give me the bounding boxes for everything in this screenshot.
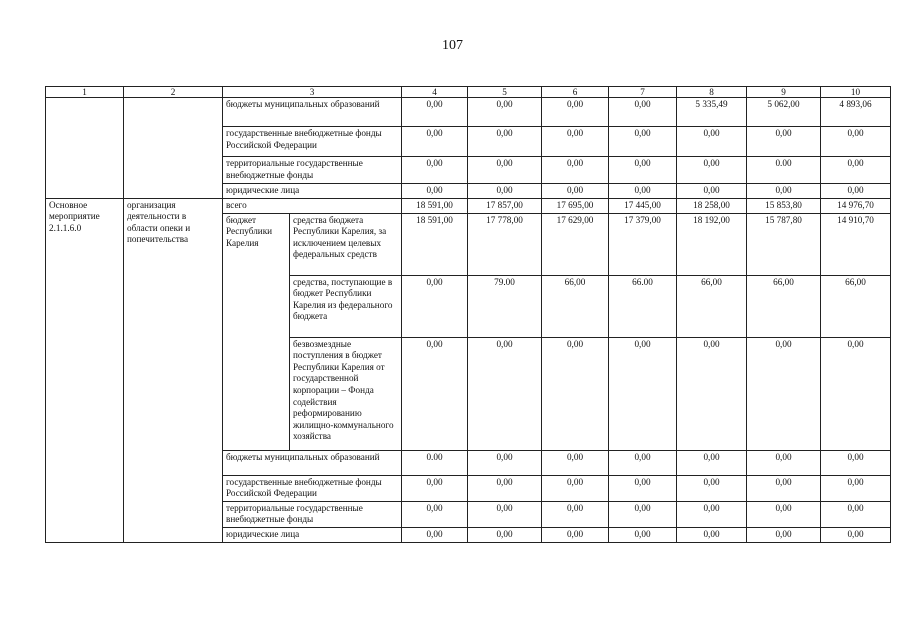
table-row <box>46 98 891 127</box>
column-number: 1 <box>46 87 124 98</box>
value-cell: 0,00 <box>609 337 677 450</box>
column-number: 9 <box>747 87 821 98</box>
value-cell: 0,00 <box>542 450 609 475</box>
value-cell: 0,00 <box>542 98 609 127</box>
value-cell: 0,00 <box>402 127 468 157</box>
value-cell: 0,00 <box>468 527 542 542</box>
value-cell: 0,00 <box>747 527 821 542</box>
value-cell: 66,00 <box>821 275 891 337</box>
funding-source: юридические лица <box>223 527 402 542</box>
value-cell: 0,00 <box>677 501 747 527</box>
value-cell: 0,00 <box>402 475 468 501</box>
status-cell-empty <box>46 98 124 199</box>
column-number: 6 <box>542 87 609 98</box>
value-cell: 0,00 <box>542 501 609 527</box>
table-row <box>46 198 891 213</box>
value-cell: 18 192,00 <box>677 213 747 275</box>
value-cell: 66.00 <box>609 275 677 337</box>
value-cell: 0,00 <box>821 527 891 542</box>
funding-source: государственные внебюджетные фонды Российской Федерации <box>223 127 402 157</box>
column-number-row <box>46 87 891 98</box>
value-cell: 0,00 <box>402 501 468 527</box>
value-cell: 0,00 <box>677 184 747 199</box>
value-cell: 0,00 <box>677 450 747 475</box>
value-cell: 0,00 <box>747 475 821 501</box>
value-cell: 79.00 <box>468 275 542 337</box>
value-cell: 0,00 <box>468 98 542 127</box>
funding-source: бюджеты муниципальных образований <box>223 450 402 475</box>
value-cell: 0,00 <box>542 337 609 450</box>
value-cell: 0,00 <box>542 157 609 184</box>
value-cell: 14 910,70 <box>821 213 891 275</box>
value-cell: 0,00 <box>821 501 891 527</box>
column-number: 4 <box>402 87 468 98</box>
funding-source: бюджеты муниципальных образований <box>223 98 402 127</box>
value-cell: 18 258,00 <box>677 198 747 213</box>
value-cell: 0,00 <box>821 450 891 475</box>
column-number: 2 <box>124 87 223 98</box>
value-cell: 66,00 <box>747 275 821 337</box>
funding-source: государственные внебюджетные фонды Российской Федерации <box>223 475 402 501</box>
value-cell: 0,00 <box>821 337 891 450</box>
value-cell: 0,00 <box>402 98 468 127</box>
value-cell: 18 591,00 <box>402 198 468 213</box>
value-cell: 0,00 <box>609 527 677 542</box>
value-cell: 15 787,80 <box>747 213 821 275</box>
activity-status: Основное мероприятие 2.1.1.6.0 <box>46 198 124 542</box>
budget-label: бюджет Республики Карелия <box>223 213 290 450</box>
value-cell: 0,00 <box>821 157 891 184</box>
value-cell: 17 445,00 <box>609 198 677 213</box>
value-cell: 0,00 <box>677 157 747 184</box>
value-cell: 0,00 <box>677 475 747 501</box>
funding-source: юридические лица <box>223 184 402 199</box>
page-number: 107 <box>442 38 463 53</box>
funding-source: средства, поступающие в бюджет Республики Карелия из федерального бюджета <box>290 275 402 337</box>
value-cell: 0,00 <box>402 275 468 337</box>
value-cell: 5 062,00 <box>747 98 821 127</box>
value-cell: 0,00 <box>821 475 891 501</box>
column-number: 8 <box>677 87 747 98</box>
funding-source: средства бюджета Республики Карелия, за исключением целевых федеральных средств <box>290 213 402 275</box>
value-cell: 66,00 <box>677 275 747 337</box>
value-cell: 0,00 <box>609 157 677 184</box>
column-number: 7 <box>609 87 677 98</box>
value-cell: 17 778,00 <box>468 213 542 275</box>
value-cell: 0,00 <box>468 184 542 199</box>
value-cell: 0,00 <box>468 337 542 450</box>
value-cell: 66,00 <box>542 275 609 337</box>
value-cell: 0,00 <box>747 127 821 157</box>
value-cell: 17 857,00 <box>468 198 542 213</box>
value-cell: 0,00 <box>609 501 677 527</box>
value-cell: 0,00 <box>542 475 609 501</box>
value-cell: 0,00 <box>677 127 747 157</box>
value-cell: 0,00 <box>468 450 542 475</box>
value-cell: 0,00 <box>542 527 609 542</box>
funding-source: всего <box>223 198 402 213</box>
column-number: 10 <box>821 87 891 98</box>
value-cell: 0,00 <box>609 127 677 157</box>
value-cell: 0,00 <box>402 184 468 199</box>
value-cell: 0,00 <box>402 337 468 450</box>
value-cell: 0,00 <box>677 527 747 542</box>
value-cell: 0,00 <box>677 337 747 450</box>
value-cell: 0.00 <box>747 157 821 184</box>
value-cell: 0,00 <box>747 184 821 199</box>
value-cell: 17 695,00 <box>542 198 609 213</box>
funding-source: территориальные государственные внебюджетные фонды <box>223 501 402 527</box>
funding-source: безвозмездные поступления в бюджет Республики Карелия от государственной корпорации – Фонда содействия реформированию жилищно-коммунального хозяйства <box>290 337 402 450</box>
value-cell: 0,00 <box>747 450 821 475</box>
value-cell: 0,00 <box>542 184 609 199</box>
value-cell: 0,00 <box>609 450 677 475</box>
value-cell: 0,00 <box>468 127 542 157</box>
value-cell: 0,00 <box>468 501 542 527</box>
value-cell: 0,00 <box>468 475 542 501</box>
value-cell: 0,00 <box>402 157 468 184</box>
value-cell: 0,00 <box>821 184 891 199</box>
value-cell: 0,00 <box>747 337 821 450</box>
value-cell: 0,00 <box>609 475 677 501</box>
value-cell: 0,00 <box>468 157 542 184</box>
budget-table <box>45 86 891 543</box>
name-cell-empty <box>124 98 223 199</box>
value-cell: 15 853,80 <box>747 198 821 213</box>
value-cell: 14 976,70 <box>821 198 891 213</box>
column-number: 5 <box>468 87 542 98</box>
value-cell: 0,00 <box>747 501 821 527</box>
value-cell: 0.00 <box>402 450 468 475</box>
value-cell: 0,00 <box>609 184 677 199</box>
value-cell: 18 591,00 <box>402 213 468 275</box>
value-cell: 0,00 <box>609 98 677 127</box>
value-cell: 0,00 <box>542 127 609 157</box>
funding-source: территориальные государственные внебюджетные фонды <box>223 157 402 184</box>
value-cell: 17 379,00 <box>609 213 677 275</box>
value-cell: 4 893,06 <box>821 98 891 127</box>
column-number: 3 <box>223 87 402 98</box>
value-cell: 17 629,00 <box>542 213 609 275</box>
value-cell: 0,00 <box>402 527 468 542</box>
value-cell: 5 335,49 <box>677 98 747 127</box>
activity-name: организация деятельности в области опеки и попечительства <box>124 198 223 542</box>
value-cell: 0,00 <box>821 127 891 157</box>
